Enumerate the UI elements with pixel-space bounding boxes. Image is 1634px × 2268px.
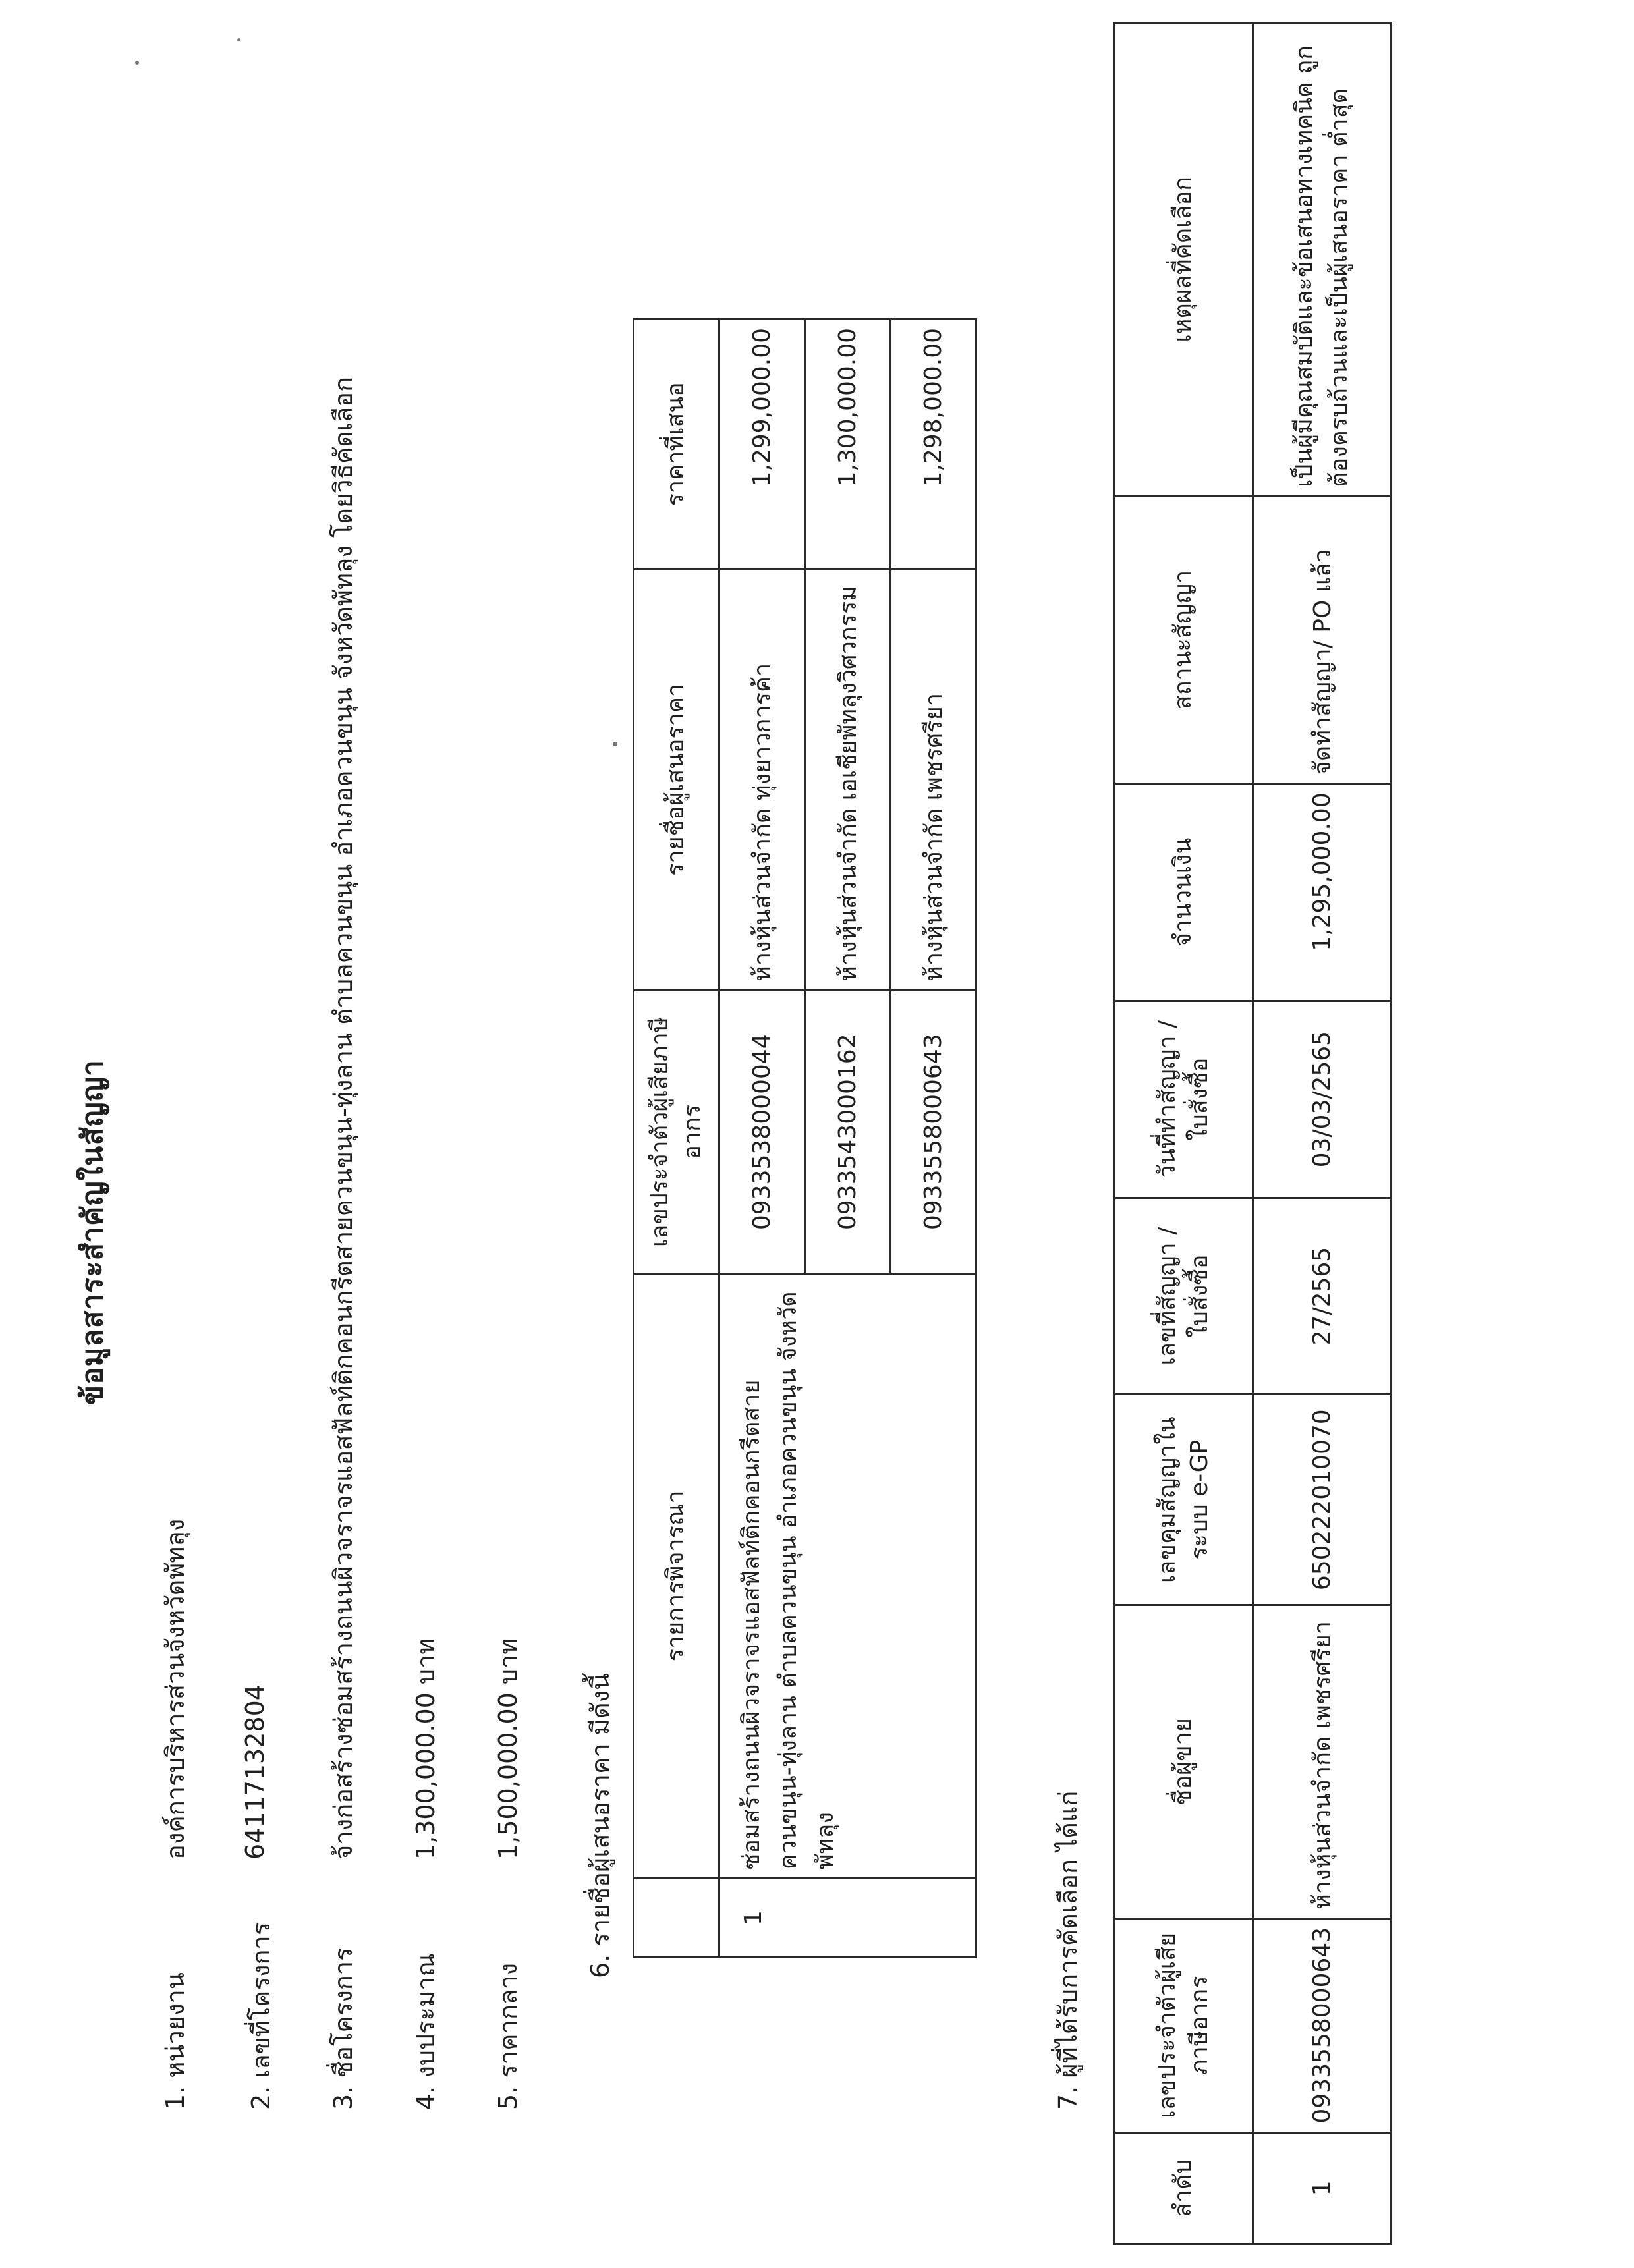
bidders-header-item: รายการพิจารณา — [634, 1273, 719, 1879]
bidder-price: 1,299,000.00 — [719, 319, 805, 570]
award-contract-no: 27/2565 — [1253, 1198, 1392, 1395]
bidder-price: 1,300,000.00 — [805, 319, 891, 570]
bidders-item-desc: ซ่อมสร้างถนนผิวจราจรแอสฟัลท์ติกคอนกรีตสายควนขนุน-ทุ่งลาน ตำบลควนขนุน อำเภอควนขนุน จังหวัดพัทลุง — [719, 1273, 976, 1879]
bidders-header-price: ราคาที่เสนอ — [634, 319, 719, 570]
award-header-egp-no: เลขคุมสัญญาในระบบ e-GP — [1115, 1395, 1253, 1605]
bidder-name: ห้างหุ้นส่วนจำกัด ทุ่งยาวการค้า — [719, 569, 805, 990]
award-status: จัดทำสัญญา/ PO แล้ว — [1253, 496, 1392, 784]
award-header-no: ลำดับ — [1115, 2132, 1253, 2244]
scan-speck — [613, 742, 617, 746]
bidder-price: 1,298,000.00 — [891, 319, 976, 570]
bidders-header-row — [634, 319, 719, 1958]
info-value-budget: 1,300,000.00 บาท — [411, 1638, 440, 1860]
info-value-median-price: 1,500,000.00 บาท — [493, 1638, 522, 1860]
bidders-header-name: รายชื่อผู้เสนอราคา — [634, 569, 719, 990]
info-label-budget: 4. งบประมาณ — [411, 1953, 440, 2110]
award-reason: เป็นผู้มีคุณสมบัติและข้อเสนอทางเทคนิค ถูกต้องครบถ้วนและเป็นผู้เสนอราคา ต่ำสุด — [1253, 23, 1392, 497]
bidders-header-no — [634, 1879, 719, 1958]
bidders-header-tax-id: เลขประจำตัวผู้เสียภาษีอากร — [634, 990, 719, 1273]
award-header-contract-no: เลขที่สัญญา / ใบสั่งซื้อ — [1115, 1198, 1253, 1395]
award-header-date: วันที่ทำสัญญา / ใบสั่งซื้อ — [1115, 1001, 1253, 1198]
bidder-tax-id: 0933543000162 — [805, 990, 891, 1273]
info-label-median-price: 5. ราคากลาง — [493, 1962, 522, 2110]
award-seller: ห้างหุ้นส่วนจำกัด เพชรศรียา — [1253, 1605, 1392, 1919]
table-row — [1253, 23, 1392, 2244]
info-value-agency: องค์การบริหารส่วนจังหวัดพัทลุง — [161, 1518, 190, 1860]
scan-speck — [135, 61, 139, 65]
award-date: 03/03/2565 — [1253, 1001, 1392, 1198]
award-tax-id: 0933558000643 — [1253, 1918, 1392, 2132]
document-title: ข้อมูลสาระสำคัญในสัญญา — [76, 1059, 109, 1405]
info-label-project-no: 2. เลขที่โครงการ — [246, 1922, 275, 2110]
bidder-name: ห้างหุ้นส่วนจำกัด เพชรศรียา — [891, 569, 976, 990]
info-value-project-no: 64117132804 — [240, 1684, 269, 1860]
bidder-name: ห้างหุ้นส่วนจำกัด เอเชียพัทลุงวิศวกรรม — [805, 569, 891, 990]
award-header-reason: เหตุผลที่คัดเลือก — [1115, 23, 1253, 497]
table-row — [719, 319, 805, 1958]
bidder-tax-id: 0933538000044 — [719, 990, 805, 1273]
award-header-status: สถานะสัญญา — [1115, 496, 1253, 784]
bidders-item-no: 1 — [719, 1879, 976, 1958]
info-label-project-name: 3. ชื่อโครงการ — [329, 1947, 358, 2110]
award-egp-no: 650222010070 — [1253, 1395, 1392, 1605]
award-header-tax-id: เลขประจำตัวผู้เสียภาษีอากร — [1115, 1918, 1253, 2132]
award-amount: 1,295,000.00 — [1253, 784, 1392, 1001]
award-header-row — [1115, 23, 1253, 2244]
bidder-tax-id: 0933558000643 — [891, 990, 976, 1273]
bidders-table — [633, 318, 977, 1958]
scan-speck — [237, 38, 240, 41]
bidders-heading: 6. รายชื่อผู้เสนอราคา มีดังนี้ — [586, 1673, 615, 1978]
award-no: 1 — [1253, 2132, 1392, 2244]
award-header-amount: จำนวนเงิน — [1115, 784, 1253, 1001]
award-header-seller: ชื่อผู้ขาย — [1115, 1605, 1253, 1919]
info-value-project-name: จ้างก่อสร้างซ่อมสร้างถนนผิวจราจรแอสฟัลท์ติกคอนกรีตสายควนขนุน-ทุ่งลาน ตำบลควนขนุน อำเภอควนขนุน จังหวัดพัทลุง โดยวิธีคัดเลือก — [329, 376, 358, 1860]
award-heading: 7. ผู้ที่ได้รับการคัดเลือก ได้แก่ — [1054, 1790, 1083, 2110]
award-table — [1113, 22, 1392, 2245]
info-label-agency: 1. หน่วยงาน — [161, 1972, 190, 2110]
